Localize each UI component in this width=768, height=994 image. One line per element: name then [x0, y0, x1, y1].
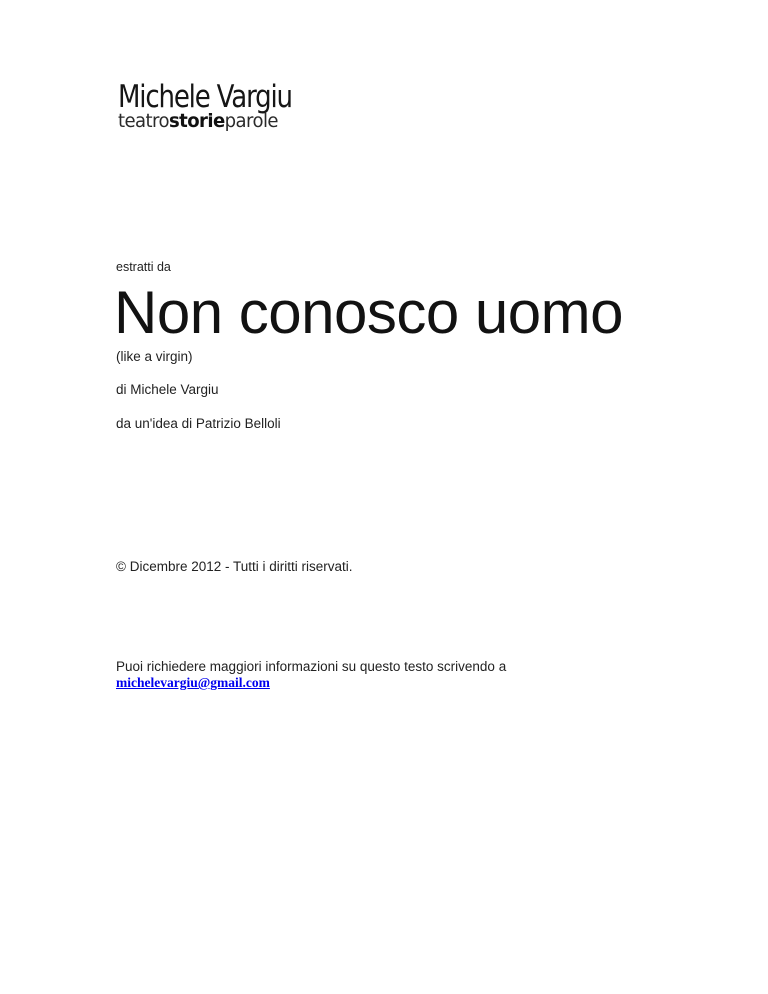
logo-name: Michele Vargiu: [118, 79, 292, 115]
idea-credit: da un'idea di Patrizio Belloli: [116, 416, 281, 431]
extract-label: estratti da: [116, 260, 171, 274]
author-logo: [118, 80, 325, 132]
copyright-notice: © Dicembre 2012 - Tutti i diritti riservati.: [116, 559, 353, 574]
email-link[interactable]: michelevargiu@gmail.com: [116, 675, 270, 690]
contact-text: Puoi richiedere maggiori informazioni su questo testo scrivendo a: [116, 659, 507, 674]
logo-tagline-storie: storie: [168, 110, 225, 132]
document-title: Non conosco uomo: [114, 279, 623, 346]
logo-tagline: [118, 110, 315, 132]
logo-tagline-teatro: teatro: [118, 110, 169, 132]
author-credit: di Michele Vargiu: [116, 382, 219, 397]
logo-tagline-parole: parole: [224, 110, 278, 132]
document-subtitle: (like a virgin): [116, 349, 193, 364]
